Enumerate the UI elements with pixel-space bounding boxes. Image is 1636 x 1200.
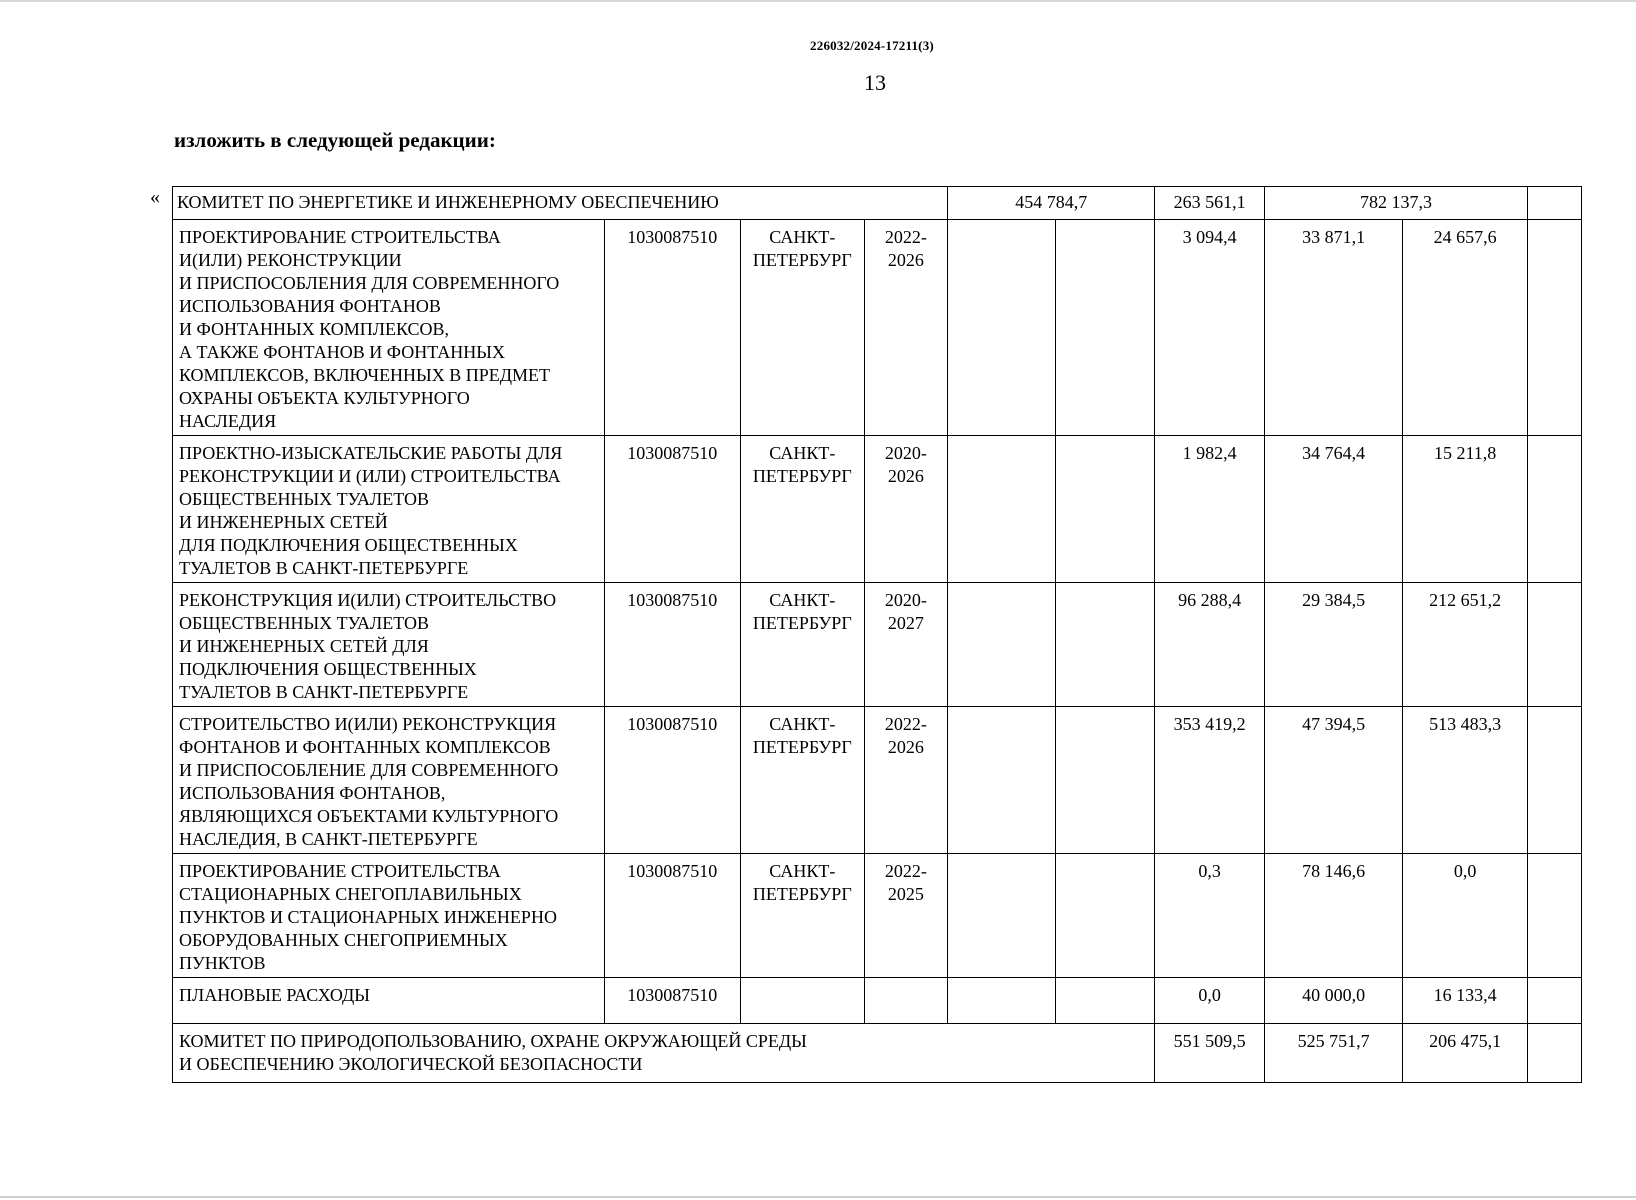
item-name-line: ИСПОЛЬЗОВАНИЯ ФОНТАНОВ: [179, 296, 441, 316]
item-name-line: СТАЦИОНАРНЫХ СНЕГОПЛАВИЛЬНЫХ: [179, 884, 522, 904]
empty-cell: [1055, 583, 1155, 707]
table-row: [173, 436, 1582, 583]
item-place: САНКТ- ПЕТЕРБУРГ: [740, 583, 864, 707]
committee-nature-value-2: 525 751,7: [1265, 1024, 1403, 1083]
item-value-1: 353 419,2: [1155, 707, 1265, 854]
item-name: [173, 707, 605, 854]
item-name-line: И ПРИСПОСОБЛЕНИЕ ДЛЯ СОВРЕМЕННОГО: [179, 760, 559, 780]
item-name-line: И ИНЖЕНЕРНЫХ СЕТЕЙ ДЛЯ: [179, 636, 429, 656]
committee-energy-value-1: 454 784,7: [948, 187, 1155, 220]
item-name-line: КОМПЛЕКСОВ, ВКЛЮЧЕННЫХ В ПРЕДМЕТ: [179, 365, 551, 385]
item-code: 1030087510: [604, 978, 740, 1024]
empty-cell: [1528, 854, 1582, 978]
item-value-3: 0,0: [1403, 854, 1528, 978]
item-value-2: 78 146,6: [1265, 854, 1403, 978]
table-row: [173, 583, 1582, 707]
item-value-1: 0,3: [1155, 854, 1265, 978]
item-name-line: ПРОЕКТИРОВАНИЕ СТРОИТЕЛЬСТВА: [179, 227, 501, 247]
item-years: 2020- 2026: [864, 436, 947, 583]
item-code: 1030087510: [604, 583, 740, 707]
empty-cell: [948, 707, 1056, 854]
item-value-1: 1 982,4: [1155, 436, 1265, 583]
item-value-2: 47 394,5: [1265, 707, 1403, 854]
item-value-3: 513 483,3: [1403, 707, 1528, 854]
item-name-line: И(ИЛИ) РЕКОНСТРУКЦИИ: [179, 250, 402, 270]
item-value-3: 24 657,6: [1403, 220, 1528, 436]
item-value-2: 40 000,0: [1265, 978, 1403, 1024]
empty-cell: [1528, 707, 1582, 854]
item-place: [740, 978, 864, 1024]
empty-cell: [1055, 707, 1155, 854]
item-place: САНКТ- ПЕТЕРБУРГ: [740, 854, 864, 978]
committee-energy-value-2: 263 561,1: [1155, 187, 1265, 220]
item-value-1: 96 288,4: [1155, 583, 1265, 707]
item-name-line: И ПРИСПОСОБЛЕНИЯ ДЛЯ СОВРЕМЕННОГО: [179, 273, 560, 293]
empty-cell: [948, 436, 1056, 583]
committee-nature-value-3: 206 475,1: [1403, 1024, 1528, 1083]
item-name-line: И ФОНТАННЫХ КОМПЛЕКСОВ,: [179, 319, 450, 339]
item-name-line: НАСЛЕДИЯ, В САНКТ-ПЕТЕРБУРГЕ: [179, 829, 478, 849]
item-value-2: 29 384,5: [1265, 583, 1403, 707]
item-name-line: ТУАЛЕТОВ В САНКТ-ПЕТЕРБУРГЕ: [179, 682, 469, 702]
table-row: [173, 854, 1582, 978]
item-name-line: ПУНКТОВ: [179, 953, 266, 973]
item-value-2: 33 871,1: [1265, 220, 1403, 436]
item-name: [173, 220, 605, 436]
empty-cell: [1055, 978, 1155, 1024]
empty-cell: [1528, 436, 1582, 583]
item-name-line: ПОДКЛЮЧЕНИЯ ОБЩЕСТВЕННЫХ: [179, 659, 477, 679]
scan-edge-top: [0, 0, 1636, 2]
committee-nature-name: [173, 1024, 1155, 1083]
item-name: [173, 436, 605, 583]
empty-cell: [1055, 436, 1155, 583]
empty-cell: [1528, 220, 1582, 436]
item-name-line: СТРОИТЕЛЬСТВО И(ИЛИ) РЕКОНСТРУКЦИЯ: [179, 714, 557, 734]
item-code: 1030087510: [604, 220, 740, 436]
table-row: [173, 978, 1582, 1024]
item-name-line: ТУАЛЕТОВ В САНКТ-ПЕТЕРБУРГЕ: [179, 558, 469, 578]
empty-cell: [1055, 220, 1155, 436]
item-years: 2022- 2025: [864, 854, 947, 978]
committee-nature-row: [173, 1024, 1582, 1083]
item-name: [173, 583, 605, 707]
document-number: 226032/2024-17211(3): [810, 38, 934, 53]
item-name-line: ОБЩЕСТВЕННЫХ ТУАЛЕТОВ: [179, 489, 429, 509]
item-name-line: РЕКОНСТРУКЦИЯ И(ИЛИ) СТРОИТЕЛЬСТВО: [179, 590, 557, 610]
item-name-line: И ИНЖЕНЕРНЫХ СЕТЕЙ: [179, 512, 388, 532]
table-row: [173, 220, 1582, 436]
item-name-line: ПУНКТОВ И СТАЦИОНАРНЫХ ИНЖЕНЕРНО: [179, 907, 557, 927]
item-value-1: 3 094,4: [1155, 220, 1265, 436]
item-name-line: НАСЛЕДИЯ: [179, 411, 277, 431]
empty-cell: [948, 978, 1056, 1024]
scan-edge-bottom: [0, 1196, 1636, 1198]
empty-cell: [1528, 583, 1582, 707]
item-name-line: РЕКОНСТРУКЦИИ И (ИЛИ) СТРОИТЕЛЬСТВА: [179, 466, 561, 486]
item-name-line: ПРОЕКТНО-ИЗЫСКАТЕЛЬСКИЕ РАБОТЫ ДЛЯ: [179, 443, 563, 463]
committee-energy-value-3: 782 137,3: [1265, 187, 1528, 220]
item-name-line: ПРОЕКТИРОВАНИЕ СТРОИТЕЛЬСТВА: [179, 861, 501, 881]
item-name-line: ОБЩЕСТВЕННЫХ ТУАЛЕТОВ: [179, 613, 429, 633]
intro-text: изложить в следующей редакции:: [174, 128, 496, 152]
committee-energy-row: [173, 187, 1582, 220]
empty-cell: [1528, 187, 1582, 220]
empty-cell: [1528, 1024, 1582, 1083]
item-value-2: 34 764,4: [1265, 436, 1403, 583]
item-code: 1030087510: [604, 436, 740, 583]
empty-cell: [1055, 854, 1155, 978]
item-place: САНКТ- ПЕТЕРБУРГ: [740, 436, 864, 583]
empty-cell: [948, 583, 1056, 707]
item-value-3: 212 651,2: [1403, 583, 1528, 707]
item-years: 2022- 2026: [864, 707, 947, 854]
item-name-line: ИСПОЛЬЗОВАНИЯ ФОНТАНОВ,: [179, 783, 446, 803]
item-place: САНКТ- ПЕТЕРБУРГ: [740, 707, 864, 854]
committee-nature-name-line: КОМИТЕТ ПО ПРИРОДОПОЛЬЗОВАНИЮ, ОХРАНЕ ОКРУЖАЮЩЕЙ СРЕДЫ: [179, 1031, 807, 1051]
item-name: [173, 854, 605, 978]
table-row: [173, 707, 1582, 854]
empty-cell: [948, 854, 1056, 978]
item-name-line: ОБОРУДОВАННЫХ СНЕГОПРИЕМНЫХ: [179, 930, 508, 950]
item-years: [864, 978, 947, 1024]
item-years: 2022- 2026: [864, 220, 947, 436]
item-name-line: ФОНТАНОВ И ФОНТАННЫХ КОМПЛЕКСОВ: [179, 737, 551, 757]
item-place: САНКТ- ПЕТЕРБУРГ: [740, 220, 864, 436]
item-name-line: ЯВЛЯЮЩИХСЯ ОБЪЕКТАМИ КУЛЬТУРНОГО: [179, 806, 559, 826]
committee-energy-name: КОМИТЕТ ПО ЭНЕРГЕТИКЕ И ИНЖЕНЕРНОМУ ОБЕСПЕЧЕНИЮ: [173, 187, 948, 220]
item-name-line: ДЛЯ ПОДКЛЮЧЕНИЯ ОБЩЕСТВЕННЫХ: [179, 535, 518, 555]
budget-table: [172, 186, 1582, 1083]
item-name-line: А ТАКЖЕ ФОНТАНОВ И ФОНТАННЫХ: [179, 342, 505, 362]
opening-quote: «: [150, 186, 160, 208]
item-code: 1030087510: [604, 707, 740, 854]
committee-nature-value-1: 551 509,5: [1155, 1024, 1265, 1083]
item-value-1: 0,0: [1155, 978, 1265, 1024]
committee-nature-name-line: И ОБЕСПЕЧЕНИЮ ЭКОЛОГИЧЕСКОЙ БЕЗОПАСНОСТИ: [179, 1054, 643, 1074]
page-number: 13: [864, 70, 886, 95]
item-value-3: 16 133,4: [1403, 978, 1528, 1024]
item-years: 2020- 2027: [864, 583, 947, 707]
empty-cell: [948, 220, 1056, 436]
item-name-line: ПЛАНОВЫЕ РАСХОДЫ: [179, 985, 370, 1005]
empty-cell: [1528, 978, 1582, 1024]
item-code: 1030087510: [604, 854, 740, 978]
item-value-3: 15 211,8: [1403, 436, 1528, 583]
item-name-line: ОХРАНЫ ОБЪЕКТА КУЛЬТУРНОГО: [179, 388, 470, 408]
item-name: [173, 978, 605, 1024]
